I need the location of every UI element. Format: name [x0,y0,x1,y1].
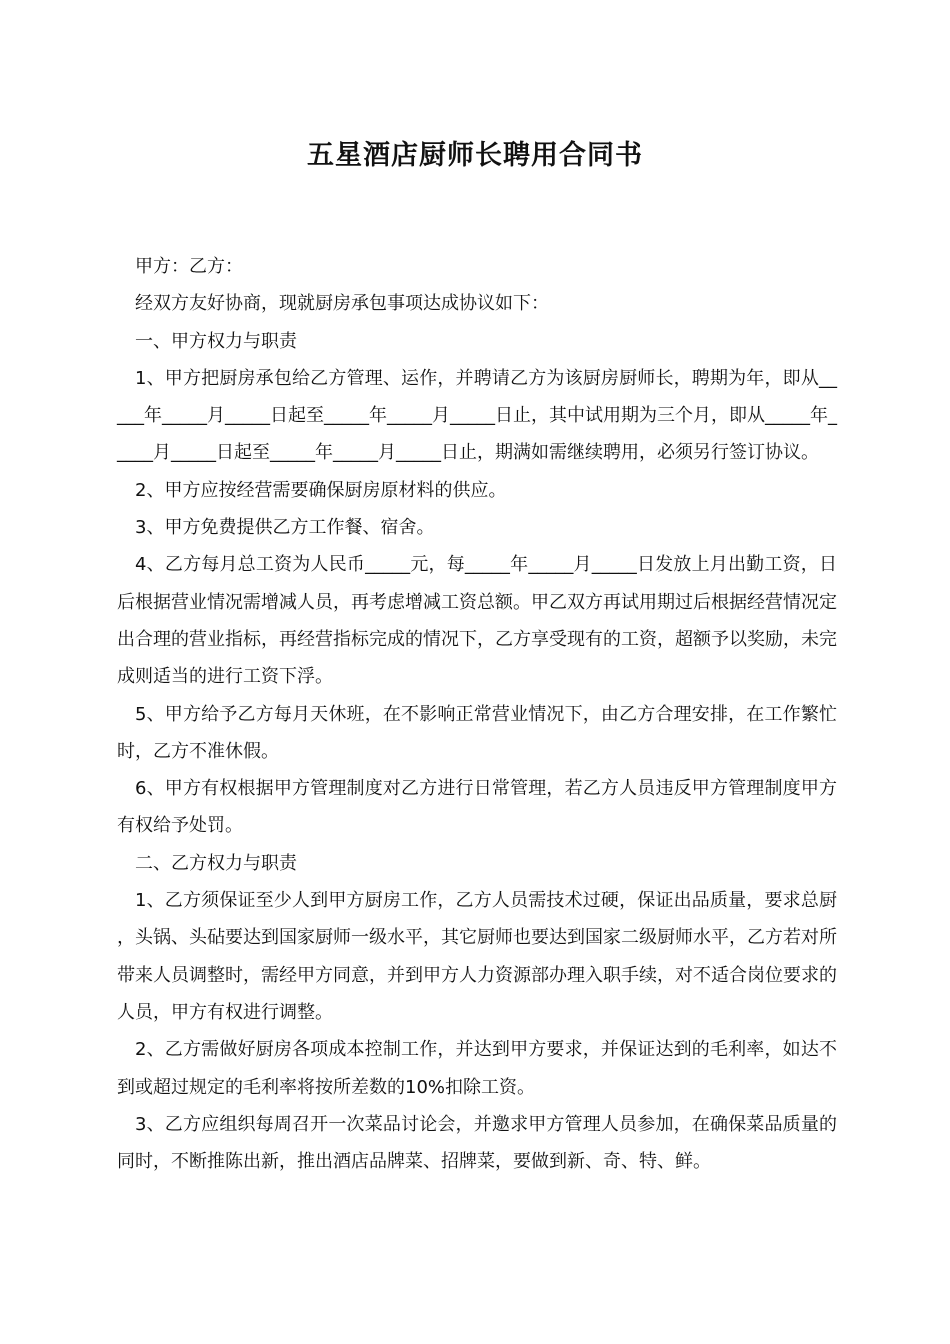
section-heading-party-a: 一、甲方权力与职责 [135,330,297,352]
clause-b1: 1、乙方须保证至少人到甲方厨房工作，乙方人员需技术过硬，保证出品质量，要求总厨，头锅、头砧要达到国家厨师一级水平，其它厨师也要达到国家二级厨师水平，乙方若对所带来人员调整时，需经甲方同意，并到甲方人力资源部办理入职手续，对不适合岗位要求的人员，甲方有权进行调整。 [117,890,837,1023]
clause-a4: 4、乙方每月总工资为人民币_____元，每_____年_____月_____日发放上月出勤工资，日后根据营业情况需增减人员，再考虑增减工资总额。甲乙双方再试用期过后根据经营情况定出合理的营业指标，再经营指标完成的情况下，乙方享受现有的工资，超额予以奖励，未完成则适当的进行工资下浮。 [117,554,837,688]
intro-paragraph: 经双方友好协商，现就厨房承包事项达成协议如下： [135,293,549,315]
clause-b3: 3、乙方应组织每周召开一次菜品讨论会，并邀求甲方管理人员参加，在确保菜品质量的同时，不断推陈出新，推出酒店品牌菜、招牌菜，要做到新、奇、特、鲜。 [117,1113,837,1173]
document-title: 五星酒店厨师长聘用合同书 [307,140,643,171]
clause-a5: 5、甲方给予乙方每月天休班，在不影响正常营业情况下，由乙方合理安排，在工作繁忙时，乙方不准休假。 [117,703,837,762]
clause-a2: 2、甲方应按经营需要确保厨房原材料的供应。 [135,479,507,501]
parties-line: 甲方：乙方： [135,256,243,277]
clause-a1: 1、甲方把厨房承包给乙方管理、运作，并聘请乙方为该厨房厨师长，聘期为年，即从_____年_____月_____日起至_____年_____月_____日止，其中试用期为三个月，即从_____年_____月_____日起至_____年_____月_____日止，期满如需继续聘用，必须另行签订协议。 [117,367,837,464]
clause-a3: 3、甲方免费提供乙方工作餐、宿舍。 [135,517,435,539]
section-heading-party-b: 二、乙方权力与职责 [135,852,297,874]
clause-b2: 2、乙方需做好厨房各项成本控制工作，并达到甲方要求，并保证达到的毛利率，如达不到或超过规定的毛利率将按所差数的10%扣除工资。 [117,1039,837,1098]
clause-a6: 6、甲方有权根据甲方管理制度对乙方进行日常管理，若乙方人员违反甲方管理制度甲方有权给予处罚。 [117,778,837,837]
document-body [117,248,837,1180]
